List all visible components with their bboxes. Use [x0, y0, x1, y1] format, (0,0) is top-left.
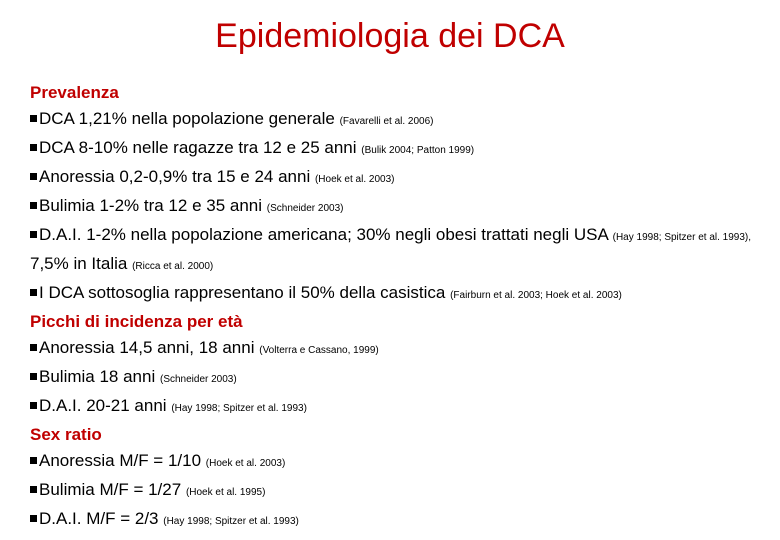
square-bullet-icon	[30, 115, 37, 122]
item-text: Bulimia 18 anni	[39, 367, 156, 386]
item-reference: (Hay 1998; Spitzer et al. 1993)	[171, 403, 307, 414]
list-item	[30, 477, 770, 506]
item-text: Bulimia M/F = 1/27	[39, 480, 182, 499]
item-text: I DCA sottosoglia rappresentano il 50% della casistica	[39, 283, 446, 302]
item-text-continued: 7,5% in Italia	[30, 254, 128, 273]
item-text: DCA 8-10% nelle ragazze tra 12 e 25 anni	[39, 138, 357, 157]
item-reference: (Favarelli et al. 2006)	[339, 116, 434, 127]
square-bullet-icon	[30, 144, 37, 151]
item-reference: (Hay 1998; Spitzer et al. 1993)	[163, 516, 299, 527]
item-reference: (Hay 1998; Spitzer et al. 1993),	[612, 232, 752, 243]
list-item	[30, 448, 770, 477]
list-item	[30, 364, 770, 393]
list-item	[30, 335, 770, 364]
list-item	[30, 106, 770, 135]
item-reference: (Ricca et al. 2000)	[132, 261, 214, 272]
list-item	[30, 222, 770, 280]
item-reference: (Volterra e Cassano, 1999)	[259, 345, 379, 356]
item-reference: (Hoek et al. 1995)	[185, 487, 266, 498]
item-text: Bulimia 1-2% tra 12 e 35 anni	[39, 196, 263, 215]
square-bullet-icon	[30, 231, 37, 238]
item-text: DCA 1,21% nella popolazione generale	[39, 109, 335, 128]
list-item	[30, 506, 770, 535]
item-reference: (Fairburn et al. 2003; Hoek et al. 2003)	[450, 290, 622, 301]
slide-content	[30, 80, 770, 535]
square-bullet-icon	[30, 515, 37, 522]
item-reference: (Schneider 2003)	[266, 203, 344, 214]
item-text: Anoressia 14,5 anni, 18 anni	[39, 338, 255, 357]
list-item	[30, 193, 770, 222]
slide-title: Epidemiologia dei DCA	[215, 17, 565, 55]
square-bullet-icon	[30, 373, 37, 380]
section-heading-picchi: Picchi di incidenza per età	[30, 312, 243, 331]
list-item	[30, 164, 770, 193]
square-bullet-icon	[30, 402, 37, 409]
list-item	[30, 135, 770, 164]
square-bullet-icon	[30, 202, 37, 209]
item-reference: (Bulik 2004; Patton 1999)	[361, 145, 475, 156]
section-heading-prevalenza: Prevalenza	[30, 83, 119, 102]
item-text: Anoressia 0,2-0,9% tra 15 e 24 anni	[39, 167, 311, 186]
item-text: Anoressia M/F = 1/10	[39, 451, 202, 470]
square-bullet-icon	[30, 289, 37, 296]
item-reference: (Hoek et al. 2003)	[205, 458, 286, 469]
item-text: D.A.I. 1-2% nella popolazione americana; 30% negli obesi trattati negli USA	[39, 225, 608, 244]
square-bullet-icon	[30, 457, 37, 464]
square-bullet-icon	[30, 173, 37, 180]
item-reference: (Schneider 2003)	[159, 374, 237, 385]
section-heading-sex-ratio: Sex ratio	[30, 425, 102, 444]
item-reference: (Hoek et al. 2003)	[314, 174, 395, 185]
item-text: D.A.I. M/F = 2/3	[39, 509, 159, 528]
item-text: D.A.I. 20-21 anni	[39, 396, 167, 415]
list-item	[30, 393, 770, 422]
square-bullet-icon	[30, 486, 37, 493]
list-item	[30, 280, 770, 309]
square-bullet-icon	[30, 344, 37, 351]
